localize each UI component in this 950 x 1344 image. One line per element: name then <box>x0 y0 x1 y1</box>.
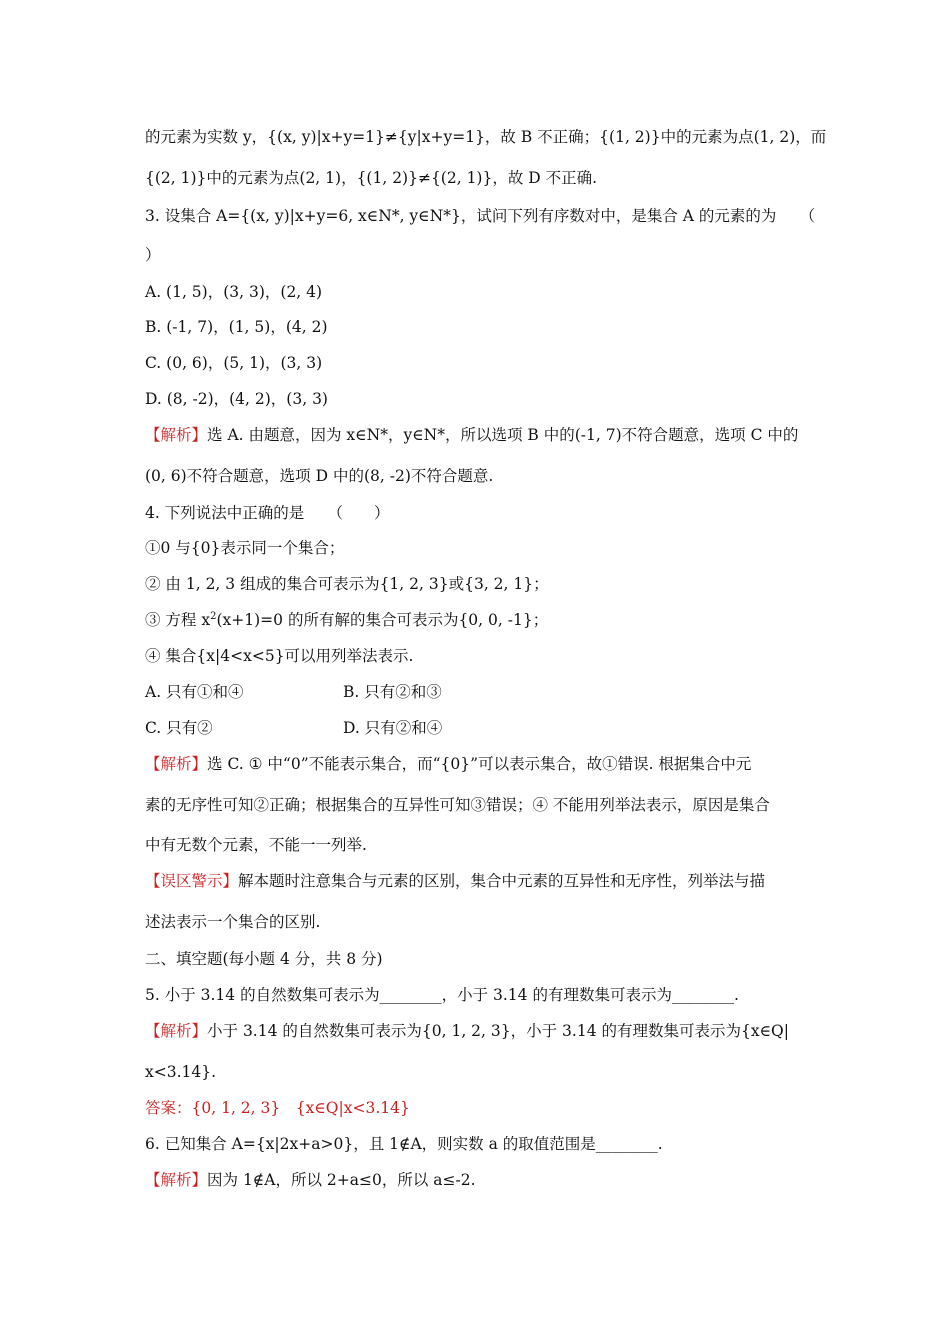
analysis-line <box>145 753 810 775</box>
analysis-line <box>145 424 810 446</box>
option-c: C. 只有② <box>145 719 213 737</box>
warning-line <box>145 870 810 892</box>
option-d: D. 只有②和④ <box>343 719 443 737</box>
analysis-tag: 【解析】 <box>145 755 208 773</box>
question-3-stem-cont: ） <box>145 246 161 264</box>
question-4-stem: 4. 下列说法中正确的是 （ ） <box>145 504 390 522</box>
text-line: 的元素为实数 y，{(x, y)|x+y=1}≠{y|x+y=1}，故 B 不正确；{(1, 2)}中的元素为点(1, 2)，而 <box>145 128 827 146</box>
statement-2: ② 由 1, 2, 3 组成的集合可表示为{1, 2, 3}或{3, 2, 1}； <box>145 575 549 593</box>
analysis-text: x<3.14}. <box>145 1063 217 1081</box>
warning-text: 解本题时注意集合与元素的区别，集合中元素的互异性和无序性，列举法与描 <box>238 872 766 890</box>
question-5-stem: 5. 小于 3.14 的自然数集可表示为________，小于 3.14 的有理数集可表示为________. <box>145 986 739 1004</box>
statement-1: ①0 与{0}表示同一个集合； <box>145 539 345 557</box>
warning-text: 述法表示一个集合的区别. <box>145 913 321 931</box>
analysis-text: 因为 1∉A，所以 2+a≤0，所以 a≤-2. <box>207 1171 476 1189</box>
analysis-line <box>145 1020 810 1042</box>
analysis-text: 素的无序性可知②正确；根据集合的互异性可知③错误；④ 不能用列举法表示，原因是集合 <box>145 796 770 814</box>
statement-3-part: ③ 方程 x <box>145 611 211 629</box>
question-3-stem: 3. 设集合 A={(x, y)|x+y=6, x∈N*, y∈N*}，试问下列有序数对中，是集合 A 的元素的为 （ <box>145 207 816 225</box>
analysis-tag: 【解析】 <box>145 1171 208 1189</box>
option-a: A. (1, 5)，(3, 3)，(2, 4) <box>145 283 323 301</box>
analysis-line <box>145 1169 810 1191</box>
warning-tag: 【误区警示】 <box>145 872 239 890</box>
option-b: B. (-1, 7)，(1, 5)，(4, 2) <box>145 318 328 336</box>
statement-3 <box>145 609 810 631</box>
superscript: 2 <box>210 610 217 622</box>
option-row <box>145 717 810 739</box>
analysis-text: 中有无数个元素，不能一一列举. <box>145 836 367 854</box>
analysis-text: 小于 3.14 的自然数集可表示为{0, 1, 2, 3}，小于 3.14 的有理数集可表示为{x∈Q| <box>207 1022 789 1040</box>
section-heading: 二、填空题(每小题 4 分，共 8 分) <box>145 950 383 968</box>
option-a: A. 只有①和④ <box>145 683 244 701</box>
option-d: D. (8, -2)，(4, 2)，(3, 3) <box>145 390 328 408</box>
answer-line: 答案：{0, 1, 2, 3} {x∈Q|x<3.14} <box>145 1099 410 1117</box>
analysis-text: 选 A. 由题意，因为 x∈N*，y∈N*，所以选项 B 中的(-1, 7)不符合题意，选项 C 中的 <box>207 426 799 444</box>
question-6-stem: 6. 已知集合 A={x|2x+a>0}，且 1∉A，则实数 a 的取值范围是________. <box>145 1135 663 1153</box>
text-line: {(2, 1)}中的元素为点(2, 1)，{(1, 2)}≠{(2, 1)}，故 D 不正确. <box>145 169 598 187</box>
statement-4: ④ 集合{x|4<x<5}可以用列举法表示. <box>145 647 414 665</box>
analysis-text: (0, 6)不符合题意，选项 D 中的(8, -2)不符合题意. <box>145 467 494 485</box>
analysis-tag: 【解析】 <box>145 1022 208 1040</box>
analysis-tag: 【解析】 <box>145 426 208 444</box>
option-row <box>145 681 810 703</box>
statement-3-part: (x+1)=0 的所有解的集合可表示为{0, 0, -1}； <box>216 611 549 629</box>
option-c: C. (0, 6)，(5, 1)，(3, 3) <box>145 354 323 372</box>
analysis-text: 选 C. ① 中“0”不能表示集合，而“{0}”可以表示集合，故①错误. 根据集合中元 <box>207 755 752 773</box>
option-b: B. 只有②和③ <box>343 683 442 701</box>
